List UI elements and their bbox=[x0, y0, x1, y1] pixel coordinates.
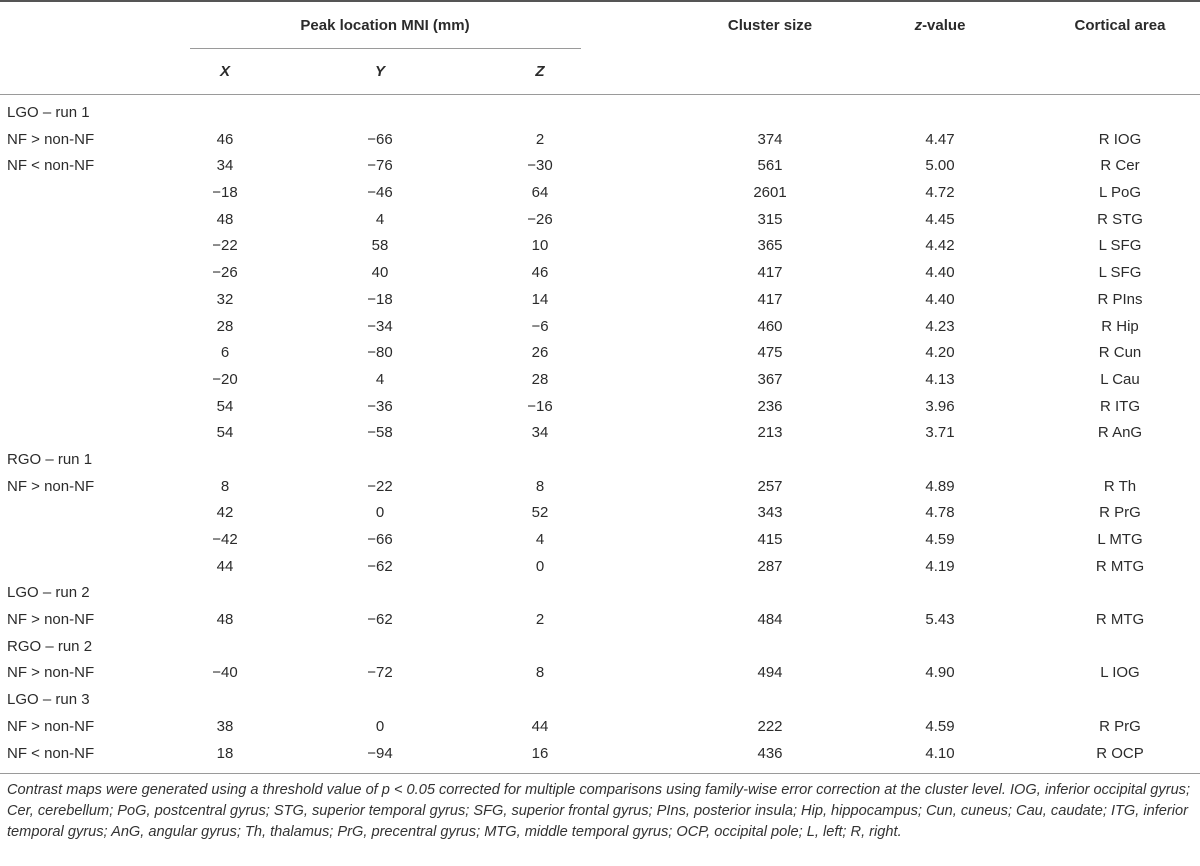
cell-cluster-size: 236 bbox=[757, 397, 783, 415]
cell-z: 2 bbox=[535, 611, 545, 629]
table-row bbox=[0, 660, 1200, 687]
cell-x: −20 bbox=[212, 370, 238, 388]
cell-z-value: 4.90 bbox=[925, 664, 955, 682]
cell-z-value: 3.71 bbox=[925, 424, 955, 442]
cell-z-value: 4.40 bbox=[925, 290, 955, 308]
cell-y: −66 bbox=[367, 130, 393, 148]
cell-cluster-size: 2601 bbox=[753, 184, 787, 202]
cell-y: −72 bbox=[367, 664, 393, 682]
cell-x: 54 bbox=[216, 424, 234, 442]
header-peak-location-rule bbox=[190, 48, 581, 49]
cell-y: −66 bbox=[367, 531, 393, 548]
table-footnote: Contrast maps were generated using a threshold value of p < 0.05 corrected for multiple comparisons using family-wise error correction at the cluster level. IOG, inferior occipital gyrus; Cer, cerebellum; PoG, postcentral gyrus; STG, superior temporal gyrus; SFG, superior frontal gyrus; PIns, posterior insula; Hip, hippocampus; Cun, cuneus; Cau, caudate; ITG, inferior temporal gyrus; AnG, angular gyrus; Th, thalamus; PrG, precentral gyrus; MTG, middle temporal gyrus; OCP, occipital pole; L, left; R, right. bbox=[7, 782, 1191, 840]
table-row bbox=[0, 634, 1200, 661]
cell-y: 0 bbox=[375, 504, 385, 522]
header-peak-location: Peak location MNI (mm) bbox=[300, 17, 470, 34]
cell-z: −30 bbox=[527, 157, 553, 175]
cell-cluster-size: 494 bbox=[757, 664, 783, 682]
cell-cortical-area: L SFG bbox=[1098, 264, 1142, 282]
cell-cortical-area: R IOG bbox=[1098, 130, 1142, 148]
cell-cortical-area: R OCP bbox=[1096, 744, 1144, 762]
table-row bbox=[0, 233, 1200, 260]
row-label: RGO – run 2 bbox=[7, 637, 93, 655]
cell-z: 14 bbox=[531, 290, 549, 308]
cell-z: 28 bbox=[531, 370, 549, 388]
table-row bbox=[0, 367, 1200, 394]
table-row bbox=[0, 500, 1200, 527]
cell-cortical-area: R Th bbox=[1103, 477, 1137, 495]
cell-z-value: 4.19 bbox=[925, 557, 955, 575]
cell-y: −46 bbox=[367, 184, 393, 202]
cell-y: −18 bbox=[367, 290, 393, 308]
header-z: Z bbox=[535, 63, 545, 80]
cell-y: −94 bbox=[367, 744, 393, 762]
cell-y: −76 bbox=[367, 157, 393, 175]
cell-z-value: 4.23 bbox=[925, 317, 955, 335]
cell-cortical-area: R Cer bbox=[1100, 157, 1140, 175]
cell-z-value: 5.00 bbox=[925, 157, 955, 175]
cell-z: 10 bbox=[531, 237, 549, 255]
cell-z: 44 bbox=[531, 717, 549, 735]
cell-x: 32 bbox=[216, 290, 234, 308]
cell-cortical-area: L SFG bbox=[1098, 237, 1142, 255]
cell-cortical-area: R Cun bbox=[1098, 344, 1142, 362]
cell-z: 16 bbox=[531, 744, 549, 762]
cell-z-value: 4.59 bbox=[925, 531, 955, 548]
table-row bbox=[0, 741, 1200, 768]
cell-cortical-area: L MTG bbox=[1097, 531, 1143, 548]
cell-cortical-area: R PIns bbox=[1097, 290, 1143, 308]
cell-y: 4 bbox=[375, 370, 385, 388]
table-row bbox=[0, 580, 1200, 607]
cell-cluster-size: 222 bbox=[757, 717, 783, 735]
cell-y: 40 bbox=[371, 264, 389, 282]
table-row bbox=[0, 527, 1200, 554]
cell-z: 2 bbox=[535, 130, 545, 148]
row-label: LGO – run 2 bbox=[7, 584, 90, 602]
cell-z: 8 bbox=[535, 477, 545, 495]
cell-cortical-area: L IOG bbox=[1100, 664, 1140, 682]
cell-cluster-size: 460 bbox=[757, 317, 783, 335]
cell-x: 46 bbox=[216, 130, 234, 148]
cell-z-value: 4.47 bbox=[925, 130, 955, 148]
cell-y: −62 bbox=[367, 557, 393, 575]
row-label: LGO – run 1 bbox=[7, 104, 90, 121]
header-y: Y bbox=[374, 63, 385, 80]
cell-cluster-size: 213 bbox=[757, 424, 783, 442]
cell-y: −80 bbox=[367, 344, 393, 362]
row-label: NF < non-NF bbox=[7, 744, 95, 762]
table-row bbox=[0, 153, 1200, 180]
cell-x: 34 bbox=[216, 157, 234, 175]
cell-x: 6 bbox=[220, 344, 230, 362]
table-row bbox=[0, 714, 1200, 741]
table-row bbox=[0, 447, 1200, 474]
cell-cluster-size: 367 bbox=[757, 370, 783, 388]
table-row bbox=[0, 207, 1200, 234]
cell-x: −22 bbox=[212, 237, 238, 255]
cell-cluster-size: 287 bbox=[757, 557, 783, 575]
cell-x: 28 bbox=[216, 317, 234, 335]
cell-z-value: 4.89 bbox=[925, 477, 955, 495]
row-label: RGO – run 1 bbox=[7, 450, 93, 468]
cell-z: 64 bbox=[531, 184, 549, 202]
cell-y: −62 bbox=[367, 611, 393, 629]
cell-x: −40 bbox=[212, 664, 238, 682]
table-row bbox=[0, 687, 1200, 714]
cell-x: 18 bbox=[216, 744, 234, 762]
cell-y: 0 bbox=[375, 717, 385, 735]
cell-z-value: 4.20 bbox=[925, 344, 955, 362]
row-label: LGO – run 3 bbox=[7, 691, 90, 709]
cell-z-value: 4.59 bbox=[925, 717, 955, 735]
table-row bbox=[0, 474, 1200, 501]
row-label: NF > non-NF bbox=[7, 130, 95, 148]
cell-cortical-area: R ITG bbox=[1100, 397, 1140, 415]
cell-z: 4 bbox=[535, 531, 545, 548]
cell-y: −34 bbox=[367, 317, 393, 335]
cell-cortical-area: R PrG bbox=[1099, 504, 1141, 522]
cell-cluster-size: 343 bbox=[757, 504, 783, 522]
table-row bbox=[0, 554, 1200, 581]
cell-z-value: 4.13 bbox=[925, 370, 955, 388]
table-row bbox=[0, 340, 1200, 367]
cell-z-value: 4.78 bbox=[925, 504, 955, 522]
cell-x: −42 bbox=[212, 531, 238, 548]
cell-cluster-size: 475 bbox=[757, 344, 783, 362]
cell-z-value: 4.10 bbox=[925, 744, 955, 762]
header-x: X bbox=[219, 63, 230, 80]
cell-cluster-size: 561 bbox=[757, 157, 783, 175]
table-row bbox=[0, 314, 1200, 341]
table-body bbox=[0, 100, 1200, 767]
cell-z-value: 4.72 bbox=[925, 184, 955, 202]
cell-x: 44 bbox=[216, 557, 234, 575]
row-label: NF > non-NF bbox=[7, 611, 95, 629]
cell-cortical-area: R MTG bbox=[1095, 611, 1145, 629]
cell-z: 34 bbox=[531, 424, 549, 442]
header-z-value-rest: -value bbox=[922, 17, 966, 34]
cell-cluster-size: 417 bbox=[757, 290, 783, 308]
table-bottom-rule bbox=[0, 773, 1200, 774]
cell-z-value: 4.45 bbox=[925, 210, 955, 228]
table-row bbox=[0, 607, 1200, 634]
table-row bbox=[0, 100, 1200, 127]
cell-z: 8 bbox=[535, 664, 545, 682]
cell-cluster-size: 374 bbox=[757, 130, 783, 148]
cell-x: 48 bbox=[216, 210, 234, 228]
cell-cluster-size: 417 bbox=[757, 264, 783, 282]
table-row bbox=[0, 260, 1200, 287]
table-row bbox=[0, 180, 1200, 207]
cell-z-value: 3.96 bbox=[925, 397, 955, 415]
cell-x: −18 bbox=[212, 184, 238, 202]
header-bottom-rule bbox=[0, 94, 1200, 95]
cell-z: 52 bbox=[531, 504, 549, 522]
table-row bbox=[0, 287, 1200, 314]
cell-cluster-size: 484 bbox=[757, 611, 783, 629]
cell-z: 0 bbox=[535, 557, 545, 575]
table-top-rule bbox=[0, 0, 1200, 2]
cell-cortical-area: R STG bbox=[1097, 210, 1143, 228]
cell-x: 38 bbox=[216, 717, 234, 735]
cell-z: 46 bbox=[531, 264, 549, 282]
table-row bbox=[0, 394, 1200, 421]
row-label: NF < non-NF bbox=[7, 157, 95, 175]
cell-cortical-area: R MTG bbox=[1095, 557, 1145, 575]
cell-cortical-area: L Cau bbox=[1100, 370, 1140, 388]
cell-cortical-area: R AnG bbox=[1097, 424, 1143, 442]
cell-y: 4 bbox=[375, 210, 385, 228]
cell-cluster-size: 257 bbox=[757, 477, 783, 495]
cell-cluster-size: 315 bbox=[757, 210, 783, 228]
cell-z-value: 4.42 bbox=[925, 237, 955, 255]
cell-cortical-area: R Hip bbox=[1101, 317, 1139, 335]
cell-x: 48 bbox=[216, 611, 234, 629]
cell-x: 8 bbox=[220, 477, 230, 495]
header-z-value bbox=[880, 17, 1000, 34]
header-z-value-italic: z bbox=[914, 17, 923, 34]
cell-z: 26 bbox=[531, 344, 549, 362]
cell-y: −36 bbox=[367, 397, 393, 415]
table-row bbox=[0, 420, 1200, 447]
table-row bbox=[0, 127, 1200, 154]
cell-cortical-area: L PoG bbox=[1099, 184, 1141, 202]
cell-cluster-size: 415 bbox=[757, 531, 783, 548]
cell-z-value: 5.43 bbox=[925, 611, 955, 629]
cell-z: −26 bbox=[527, 210, 553, 228]
cell-cluster-size: 365 bbox=[757, 237, 783, 255]
cell-cluster-size: 436 bbox=[757, 744, 783, 762]
cell-y: −22 bbox=[367, 477, 393, 495]
cell-x: 54 bbox=[216, 397, 234, 415]
cell-cortical-area: R PrG bbox=[1099, 717, 1141, 735]
row-label: NF > non-NF bbox=[7, 664, 95, 682]
row-label: NF > non-NF bbox=[7, 477, 95, 495]
row-label: NF > non-NF bbox=[7, 717, 95, 735]
cell-y: −58 bbox=[367, 424, 393, 442]
cell-z: −16 bbox=[527, 397, 553, 415]
header-cortical-area: Cortical area bbox=[1074, 17, 1166, 34]
cell-y: 58 bbox=[371, 237, 389, 255]
header-cluster-size: Cluster size bbox=[727, 17, 813, 34]
cell-z: −6 bbox=[531, 317, 549, 335]
cell-x: −26 bbox=[212, 264, 238, 282]
cell-x: 42 bbox=[216, 504, 234, 522]
cell-z-value: 4.40 bbox=[925, 264, 955, 282]
